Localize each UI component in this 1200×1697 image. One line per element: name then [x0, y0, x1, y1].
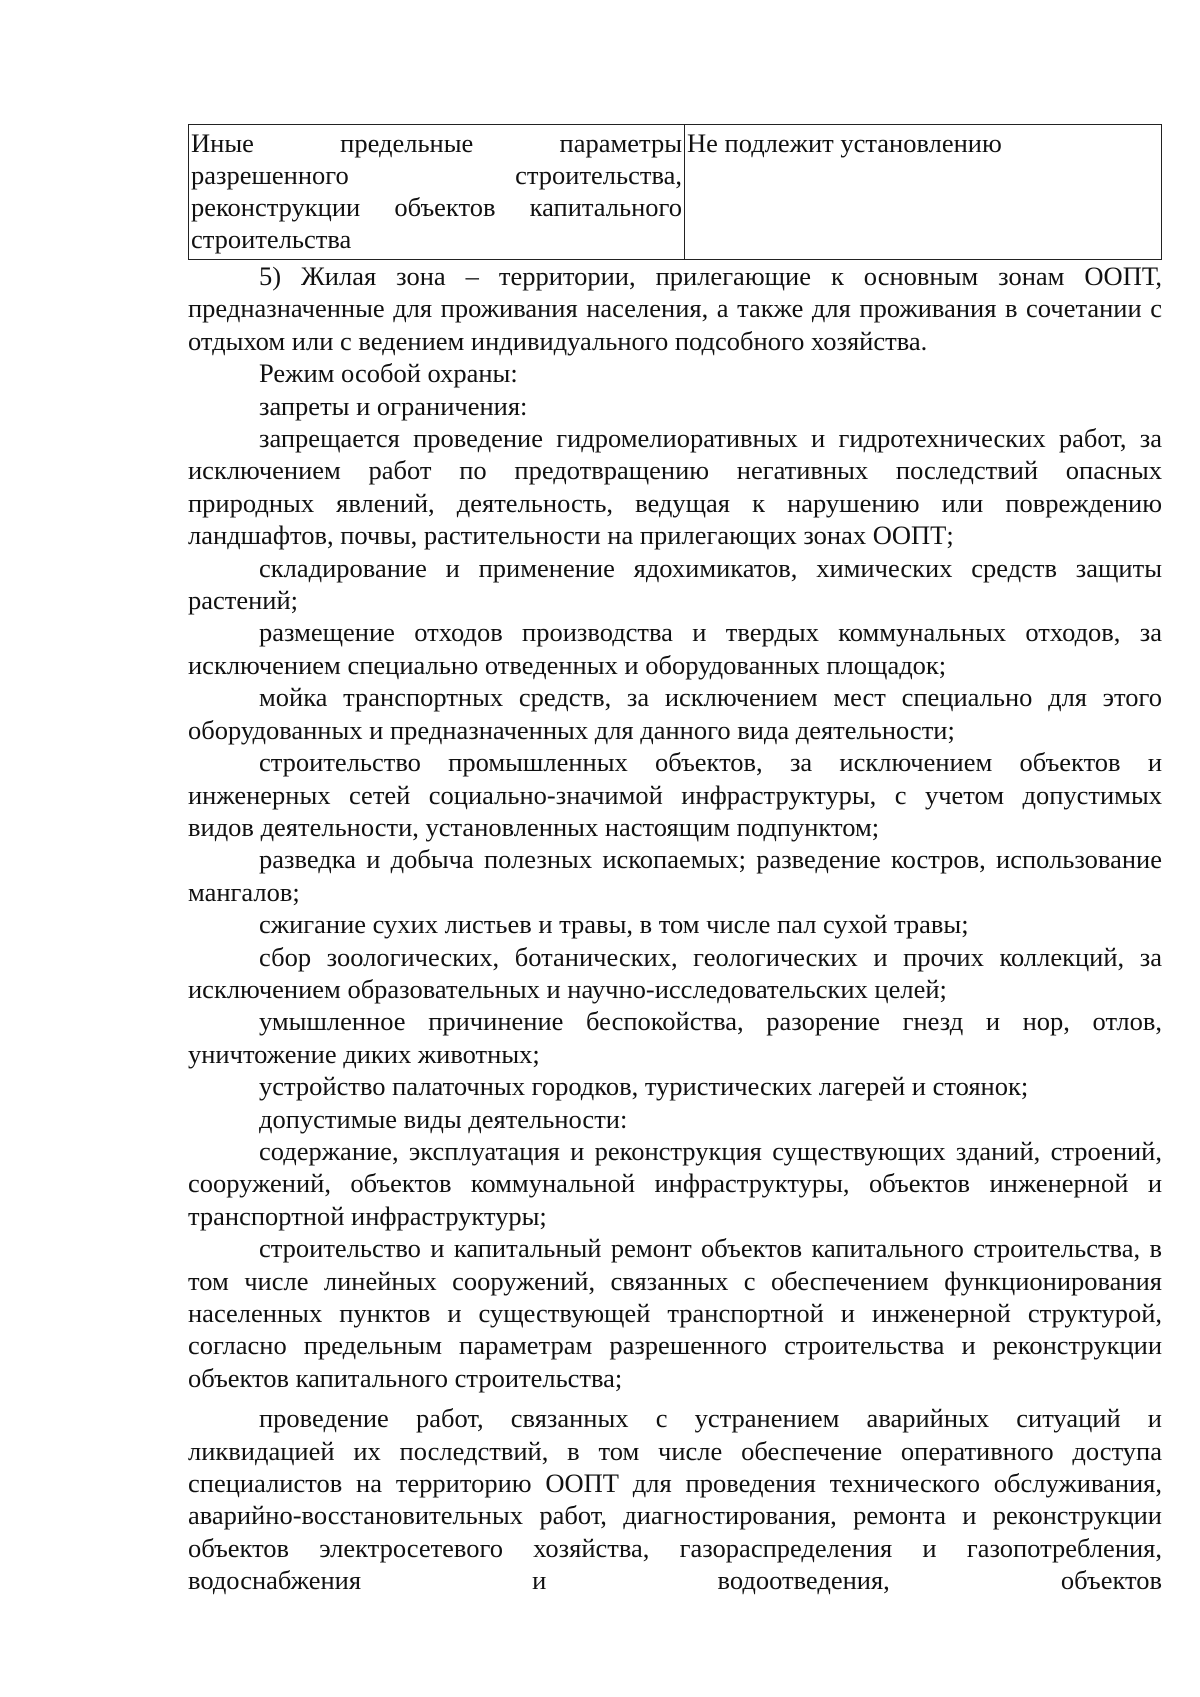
parameters-table	[188, 124, 1162, 260]
paragraph: умышленное причинение беспокойства, разорение гнезд и нор, отлов, уничтожение диких животных;	[188, 1006, 1162, 1069]
table-row	[189, 125, 1162, 260]
paragraph: устройство палаточных городков, туристических лагерей и стоянок;	[259, 1071, 1029, 1102]
paragraph: разведка и добыча полезных ископаемых; разведение костров, использование мангалов;	[188, 844, 1162, 907]
paragraph-prohibitions-heading: запреты и ограничения:	[259, 390, 528, 421]
paragraph: сбор зоологических, ботанических, геологических и прочих коллекций, за исключением образовательных и научно-исследовательских целей;	[188, 941, 1162, 1004]
paragraph-residential-zone: 5) Жилая зона – территории, прилегающие к основным зонам ООПТ, предназначенные для проживания населения, а также для проживания в сочетании с отдыхом или с ведением индивидуального подсобного хозяйства.	[188, 261, 1162, 356]
paragraph: строительство промышленных объектов, за исключением объектов и инженерных сетей социально-значимой инфраструктуры, с учетом допустимых видов деятельности, установленных настоящим подпунктом;	[188, 747, 1162, 842]
paragraph: строительство и капитальный ремонт объектов капитального строительства, в том числе линейных сооружений, связанных с обеспечением функционирования населенных пунктов и существующей транспортной и инженерной структурой, согласно предельным параметрам разрешенного строительства и реконструкции объектов капитального строительства;	[188, 1233, 1162, 1393]
paragraph: размещение отходов производства и твердых коммунальных отходов, за исключением специально отведенных и оборудованных площадок;	[188, 617, 1162, 680]
paragraph: сжигание сухих листьев и травы, в том числе пал сухой травы;	[259, 909, 969, 940]
paragraph: проведение работ, связанных с устранением аварийных ситуаций и ликвидацией их последствий, в том числе обеспечение оперативного доступа специалистов на территорию ООПТ для проведения технического обслуживания, аварийно-восстановительных работ, диагностирования, ремонта и реконструкции объектов электросетевого хозяйства, газораспределения и газопотребления, водоснабжения и водоотведения, объектов	[188, 1403, 1162, 1596]
document-page	[188, 124, 1162, 1597]
paragraph-allowed-activities-heading: допустимые виды деятельности:	[259, 1103, 628, 1134]
paragraph: мойка транспортных средств, за исключением мест специально для этого оборудованных и предназначенных для данного вида деятельности;	[188, 682, 1162, 745]
parameter-value-cell: Не подлежит установлению	[685, 125, 1162, 260]
paragraph: складирование и применение ядохимикатов, химических средств защиты растений;	[188, 552, 1162, 616]
paragraph: содержание, эксплуатация и реконструкция существующих зданий, строений, сооружений, объектов коммунальной инфраструктуры, объектов инженерной и транспортной инфраструктуры;	[188, 1135, 1162, 1231]
document-body	[188, 260, 1162, 1597]
parameter-label-cell: Иные предельные параметры разрешенного строительства, реконструкции объектов капитального строительства	[189, 125, 685, 260]
paragraph: запрещается проведение гидромелиоративных и гидротехнических работ, за исключением работ по предотвращению негативных последствий опасных природных явлений, деятельность, ведущая к нарушению или повреждению ландшафтов, почвы, растительности на прилегающих зонах ООПТ;	[188, 423, 1162, 551]
paragraph-protection-regime: Режим особой охраны:	[259, 358, 518, 389]
